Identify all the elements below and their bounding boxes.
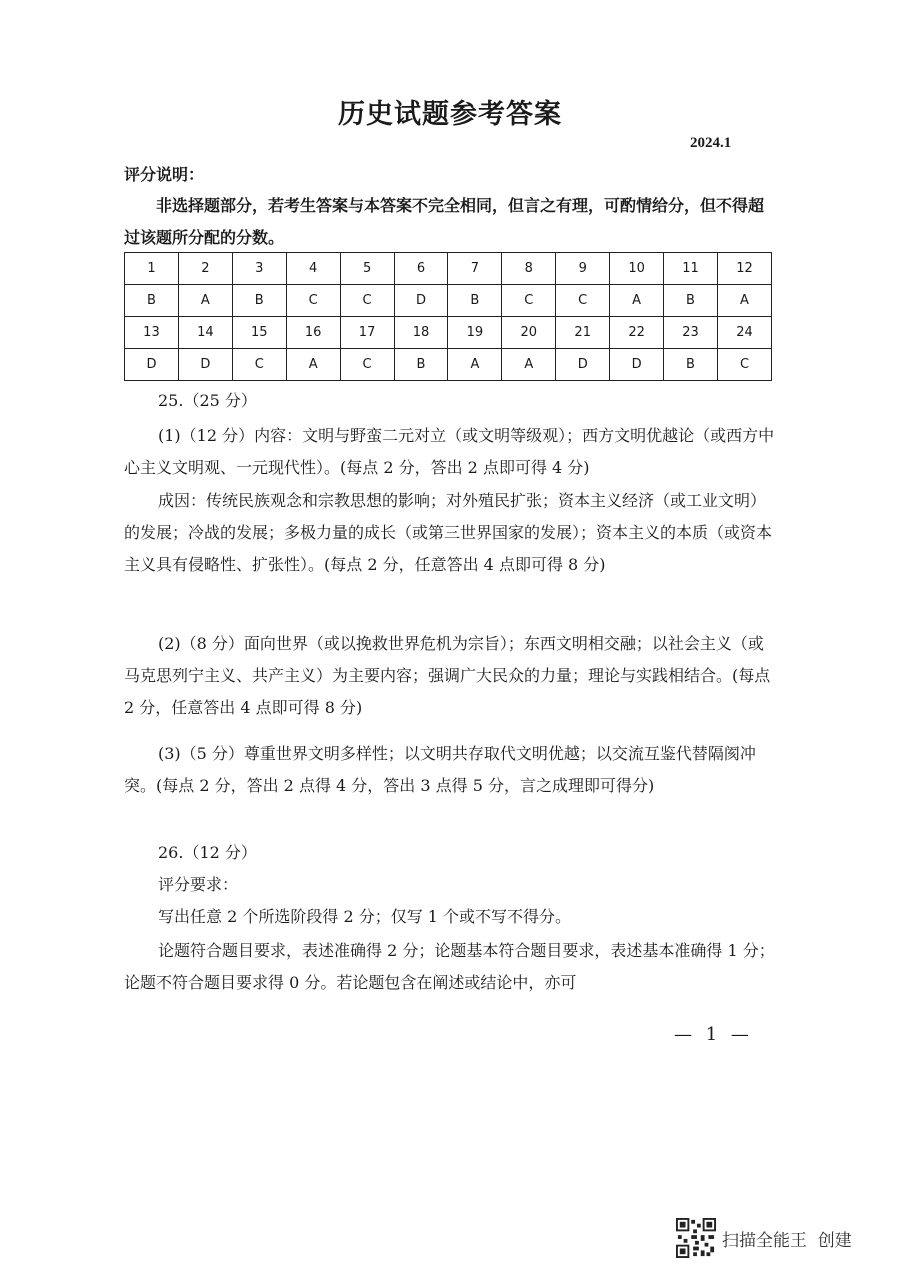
answer-cell: B — [664, 349, 718, 381]
question-number-cell: 1 — [125, 253, 179, 285]
qr-code-icon — [676, 1218, 716, 1258]
question-25-part1: (1)（12 分）内容：文明与野蛮二元对立（或文明等级观）；西方文明优越论（或西方中心主义文明观、一元现代性）。(每点 2 分，答出 2 点即可得 4 分) — [124, 426, 775, 477]
answer-cell: C — [286, 285, 340, 317]
answer-cell: C — [340, 349, 394, 381]
answer-cell: C — [502, 285, 556, 317]
question-number-cell: 12 — [717, 253, 771, 285]
question-number-cell: 21 — [556, 317, 610, 349]
question-number-cell: 16 — [286, 317, 340, 349]
answer-cell: D — [178, 349, 232, 381]
answer-cell: A — [717, 285, 771, 317]
question-number-cell: 5 — [340, 253, 394, 285]
answer-cell: A — [286, 349, 340, 381]
question-number-cell: 18 — [394, 317, 448, 349]
scanner-watermark — [676, 1218, 852, 1258]
answer-cell: C — [556, 285, 610, 317]
question-26-subheading: 评分要求： — [158, 875, 239, 894]
question-number-cell: 2 — [178, 253, 232, 285]
question-number-cell: 22 — [610, 317, 664, 349]
question-number-cell: 8 — [502, 253, 556, 285]
answer-cell: B — [394, 349, 448, 381]
question-26-rule1: 写出任意 2 个所选阶段得 2 分；仅写 1 个或不写不得分。 — [158, 907, 572, 926]
answer-cell: A — [448, 349, 502, 381]
question-number-cell: 17 — [340, 317, 394, 349]
question-26-rule2: 论题符合题目要求，表述准确得 2 分；论题基本符合题目要求，表述基本准确得 1 分；论题不符合题目要求得 0 分。若论题包含在阐述或结论中，亦可 — [124, 941, 775, 992]
answer-cell: D — [556, 349, 610, 381]
watermark-text: 扫描全能王 创建 — [722, 1230, 852, 1251]
answer-cell: C — [717, 349, 771, 381]
page-title: 历史试题参考答案 — [338, 99, 562, 130]
question-25-part3: (3)（5 分）尊重世界文明多样性；以文明共存取代文明优越；以交流互鉴代替隔阂冲突。(每点 2 分，答出 2 点得 4 分，答出 3 点得 5 分，言之成理即可得分) — [124, 744, 756, 795]
question-number-cell: 7 — [448, 253, 502, 285]
question-number-cell: 20 — [502, 317, 556, 349]
document-date: 2024.1 — [690, 135, 732, 151]
question-number-row — [125, 253, 772, 285]
answer-cell: B — [232, 285, 286, 317]
question-number-cell: 3 — [232, 253, 286, 285]
answer-cell: C — [340, 285, 394, 317]
answer-cell: A — [610, 285, 664, 317]
answer-cell: D — [394, 285, 448, 317]
answer-table — [124, 252, 772, 381]
question-25-heading: 25.（25 分） — [158, 391, 257, 410]
question-number-cell: 19 — [448, 317, 502, 349]
question-number-cell: 15 — [232, 317, 286, 349]
question-number-cell: 11 — [664, 253, 718, 285]
answer-cell: A — [502, 349, 556, 381]
answer-cell: B — [448, 285, 502, 317]
answer-row — [125, 349, 772, 381]
answer-cell: B — [664, 285, 718, 317]
answer-cell: D — [125, 349, 179, 381]
question-number-cell: 10 — [610, 253, 664, 285]
question-number-cell: 9 — [556, 253, 610, 285]
answer-cell: D — [610, 349, 664, 381]
page-number: — 1 — — [674, 1024, 753, 1045]
answer-cell: B — [125, 285, 179, 317]
scoring-note-text: 非选择题部分，若考生答案与本答案不完全相同，但言之有理，可酌情给分，但不得超过该题所分配的分数。 — [124, 196, 765, 247]
question-number-cell: 24 — [717, 317, 771, 349]
question-number-row — [125, 317, 772, 349]
question-number-cell: 6 — [394, 253, 448, 285]
scoring-note-heading: 评分说明： — [124, 165, 205, 184]
question-number-cell: 14 — [178, 317, 232, 349]
question-25-part2: (2)（8 分）面向世界（或以挽救世界危机为宗旨）；东西文明相交融；以社会主义（或马克思列宁主义、共产主义）为主要内容；强调广大民众的力量；理论与实践相结合。(每点 2 分，任意答出 4 点即可得 8 分) — [124, 634, 771, 717]
question-25-causes: 成因：传统民族观念和宗教思想的影响；对外殖民扩张；资本主义经济（或工业文明）的发展；冷战的发展；多极力量的成长（或第三世界国家的发展）；资本主义的本质（或资本主义具有侵略性、扩张性）。(每点 2 分，任意答出 4 点即可得 8 分) — [124, 491, 773, 574]
question-number-cell: 4 — [286, 253, 340, 285]
question-26-heading: 26.（12 分） — [158, 843, 257, 862]
question-number-cell: 13 — [125, 317, 179, 349]
question-number-cell: 23 — [664, 317, 718, 349]
answer-row — [125, 285, 772, 317]
answer-cell: C — [232, 349, 286, 381]
answer-cell: A — [178, 285, 232, 317]
